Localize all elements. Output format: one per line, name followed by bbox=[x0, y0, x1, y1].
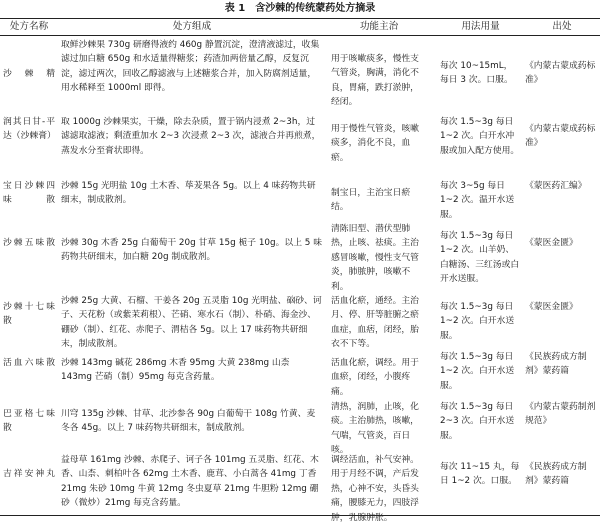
prescription-composition: 川穹 135g 沙棘、甘草、北沙参各 90g 白葡萄干 108g 竹黄、麦冬各 45g。以上 7 味药物共研细末，制成散剂。 bbox=[61, 409, 316, 434]
prescription-function: 用于咳嗽痰多，慢性支气管炎，胸满，消化不良，胃痛，跌打淤肿，经闭。 bbox=[331, 54, 419, 108]
header-name: 处方名称 bbox=[9, 21, 49, 32]
prescription-function: 清陈旧型、潜伏型肺热，止咳、祛痰。主治感冒咳嗽，慢性支气管炎，肺脓肿，咳嗽不利。 bbox=[331, 224, 419, 292]
prescription-source: 《民族药成方制剂》蒙药篇 bbox=[525, 462, 587, 487]
prescription-name: 润其日甘-平达（沙棘膏） bbox=[3, 117, 56, 142]
prescription-usage: 每次 1.5~3g 每日 1~2 次。白开水送服。 bbox=[440, 302, 515, 341]
prescription-function: 清热，润肺，止咳，化痰。主治肺热，咳嗽，气喘，气管炎，百日咳。 bbox=[331, 402, 419, 456]
prescription-source: 《内蒙古蒙成药标准》 bbox=[525, 124, 596, 149]
top-rule bbox=[0, 18, 600, 19]
header-usage: 用法用量 bbox=[461, 21, 500, 32]
prescription-composition: 沙棘 25g 大黄、石榴、干姜各 20g 五灵脂 10g 光明盐、硇砂、诃子、天花粉（或紫茉莉根）、芒硝、寒水石（制）、朴硝、海金沙、硼砂（制）、红花、赤爬子、渭桔各 5g。以上 17 味药物共研细末，制成散剂。 bbox=[61, 296, 322, 350]
prescription-usage: 每次 1.5~3g 每日 1~2 次。白开水冲服或加入配方使用。 bbox=[440, 117, 520, 156]
prescription-function: 活血化瘀，通经。主治月、停、肝等脏腑之瘀血症，血痞，闭经，胎衣不下等。 bbox=[331, 296, 419, 350]
prescription-name: 宝日沙棘四味散 bbox=[3, 181, 55, 206]
prescription-function: 活血化瘀，调经。用于血瘀，闭经，小腹疼痛。 bbox=[331, 358, 419, 397]
prescription-function: 用于慢性气管炎，咳嗽痰多，消化不良，血瘀。 bbox=[331, 124, 419, 163]
prescription-composition: 取鲜沙棘果 730g 研磨得液约 460g 静置沉淀，澄清液滤过，收集滤过加白糖 650g 和水适量得糖浆；药渣加两倍量乙醇，反复沉淀，滤过两次，回收乙醇滤液与上述糖浆合并，加入防腐剂适量，用水稀释至 1000ml 即得。 bbox=[61, 40, 320, 94]
table-caption bbox=[0, 2, 600, 16]
prescription-composition: 沙棘 15g 光明盐 10g 土木香、荜茇果各 5g。以上 4 味药物共研细末，制成散剂。 bbox=[61, 181, 316, 206]
prescription-usage: 每次 1.5~3g 每日 1~2 次。山羊奶、白糖汤、三红汤或白开水送服。 bbox=[440, 231, 520, 285]
prescription-usage: 每次 10~15mL，每日 3 次。口服。 bbox=[440, 61, 513, 86]
prescription-composition: 益母草 161mg 沙棘、赤爬子、诃子各 101mg 五灵脂、红花、木香、山柰、刺柏叶各 62mg 土木香、鹿茸、小白蒿各 41mg 丁香 21mg 朱砂 10mg 牛黄 12mg 冬虫夏草 21mg 牛胆粉 12mg 硼砂（微炒）21mg 每克含药量。 bbox=[61, 455, 319, 509]
prescription-name: 巴亚格七味散 bbox=[3, 409, 55, 434]
prescription-usage: 每次 11~15 丸，每日 1~2 次。口服。 bbox=[440, 462, 520, 487]
prescription-name: 沙棘五味散 bbox=[3, 238, 55, 248]
bottom-rule bbox=[0, 515, 600, 516]
prescription-usage: 每次 1.5~3g 每日 2~3 次。白开水送服。 bbox=[440, 402, 515, 441]
prescription-source: 《内蒙古蒙成药标准》 bbox=[525, 61, 596, 86]
header-rule bbox=[0, 35, 600, 36]
prescription-composition: 取 1000g 沙棘果实，干燥，除去杂质，置于锅内浸煮 2~3h，过滤滤取滤液；剩渣重加水 2~3 次浸煮 2~3 次，滤液合并再煎煮，蒸发水分至膏状即得。 bbox=[61, 117, 321, 156]
prescription-name: 吉祥安神丸 bbox=[3, 469, 55, 479]
prescription-source: 《蒙医药汇编》 bbox=[525, 181, 587, 191]
prescription-name: 沙棘十七味散 bbox=[3, 302, 55, 327]
prescription-source: 《内蒙古蒙药制剂规范》 bbox=[525, 402, 596, 427]
prescription-name: 沙棘精 bbox=[3, 69, 55, 79]
prescription-source: 《蒙医金匮》 bbox=[525, 302, 578, 312]
prescription-source: 《蒙医金匮》 bbox=[525, 238, 578, 248]
table-number: 表 1 bbox=[224, 3, 246, 14]
prescription-composition: 沙棘 30g 木香 25g 白葡萄干 20g 甘草 15g 栀子 10g。以上 5 味药物共研细末，加白糖 20g 制成散剂。 bbox=[61, 238, 322, 263]
header-source: 出处 bbox=[552, 21, 572, 32]
table-title: 含沙棘的传统蒙药处方摘录 bbox=[255, 3, 376, 14]
prescription-function: 调经活血，补气安神。用于月经不调，产后发热，心神不安，头昏头痛，腰膝无力，四肢浮肿，乳腺肿胀。 bbox=[331, 455, 419, 523]
prescription-source: 《民族药成方制剂》蒙药篇 bbox=[525, 352, 587, 377]
prescription-usage: 每次 1.5~3g 每日 1~2 次。白开水送服。 bbox=[440, 352, 515, 391]
header-composition: 处方组成 bbox=[172, 21, 212, 32]
prescription-composition: 沙棘 143mg 碱花 286mg 木香 95mg 大黄 238mg 山柰 143mg 芒硝（制）95mg 每克含药量。 bbox=[61, 358, 290, 383]
prescription-function: 制宝日，主治宝日瘀结。 bbox=[331, 188, 411, 213]
header-function: 功能主治 bbox=[359, 21, 399, 32]
prescription-usage: 每次 3~5g 每日 1~2 次。温开水送服。 bbox=[440, 181, 515, 220]
prescription-name: 活血六味散 bbox=[3, 358, 55, 368]
